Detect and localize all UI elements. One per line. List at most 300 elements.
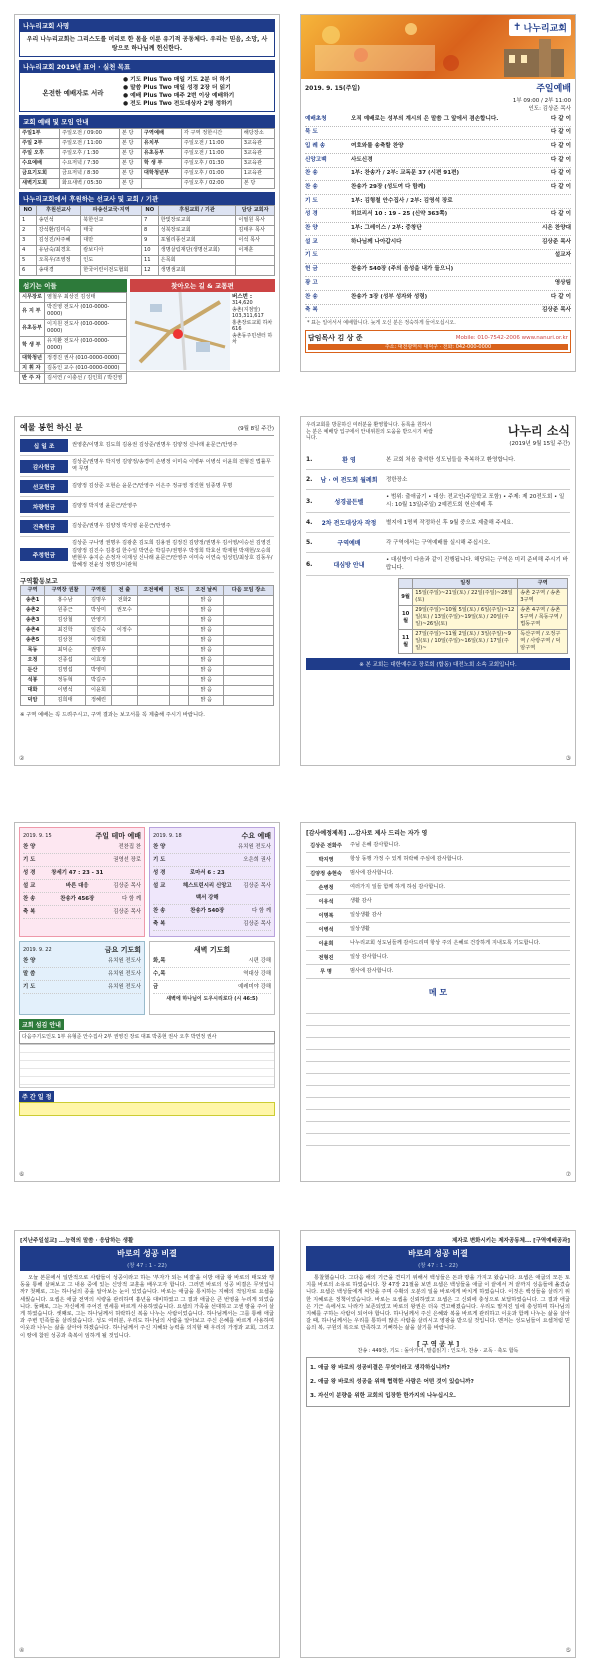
district-cell — [224, 696, 274, 706]
dawn-rows — [153, 968, 271, 981]
vision-text: 우리 나누리교회는 그리스도를 머리로 한 몸을 이룬 유기적 공동체다. 우리는 믿음, 소망, 사랑으로 하나님께 헌신한다. — [19, 32, 275, 57]
sermon-tag: [지난주일설교] ...능력의 말씀 · 응답하는 생활 — [20, 1238, 134, 1244]
staff-map-area — [19, 279, 275, 384]
order-row — [305, 209, 571, 223]
news-number: 6. — [306, 560, 313, 568]
thanks-name: 이윤희 — [318, 941, 334, 947]
page-number: ⑦ — [565, 1171, 571, 1178]
district-cell — [137, 626, 169, 636]
offering-type: 십 일 조 — [20, 439, 68, 452]
district-row — [21, 676, 274, 686]
news-item — [306, 470, 570, 490]
worship-cell: 주일1부 — [20, 129, 60, 139]
mission-cell: 이석 목사 — [236, 236, 275, 246]
worship-cell: 주일오전 / 11:00 — [59, 139, 119, 149]
offering-row — [20, 456, 274, 477]
discuss-title: [ 구 역 공 부 ] — [416, 1339, 460, 1348]
visit-cell: 15일(주일)~21일(토) / 22일(주일)~28일(토) — [413, 589, 518, 606]
wed-rows-cell: 찬송가 540장 — [190, 908, 225, 914]
district-cell: 오정 — [21, 656, 45, 666]
worship-cell: 3교육관 — [241, 149, 274, 159]
wed-rows — [153, 880, 271, 905]
mission-header-cell: 담당 교회자 — [236, 206, 275, 216]
mission-cell — [236, 256, 275, 266]
news-number: 2. — [306, 476, 313, 483]
sunday-order — [23, 841, 141, 919]
worship-row — [20, 169, 275, 179]
thanks-name: 무 명 — [320, 969, 332, 975]
wed-rows-cell: 김상준 목사 — [243, 883, 271, 889]
district-cell — [170, 636, 189, 646]
district-header-cell: 오전예배 — [137, 586, 169, 596]
order-row — [305, 264, 571, 278]
district-cell — [137, 636, 169, 646]
wed-rows — [153, 867, 271, 880]
sunday-title: 주일 테마 예배 — [95, 832, 141, 840]
district-cell: 송촌1 — [21, 596, 45, 606]
offering-type: 선교헌금 — [20, 480, 68, 493]
thanks-name: 김상준 전화주 — [310, 843, 342, 849]
order-row — [305, 154, 571, 168]
mission-cell: 김태우 목사 — [236, 226, 275, 236]
discuss-note: 찬송 : 449장, 기도 : 돌아가며, 말씀읽기 : 인도자, 찬송 · 교독 · 축도 합독 — [357, 1347, 519, 1354]
worship-row — [20, 179, 275, 189]
worship-row — [20, 129, 275, 139]
district-cell — [224, 646, 274, 656]
thanks-name: 이명복 — [318, 913, 334, 919]
order-item-person: 시온 찬양대 — [542, 225, 571, 232]
staff-table — [19, 292, 127, 384]
bus-line: 송촌(지점앞) — [232, 306, 261, 313]
fri-rows-cell: 기 도 — [23, 984, 36, 990]
worship-cell: 화요새벽 / 05:30 — [59, 179, 119, 189]
news-label: 구역예배 — [337, 540, 361, 547]
worship-cell: 주일오후 / 02:00 — [181, 179, 241, 189]
district-cell — [224, 656, 274, 666]
staff-name: 김서연 / 이충선 / 김인희 / 박진영 — [45, 374, 127, 384]
thanks-row — [306, 867, 570, 881]
bus-line: 616 — [232, 326, 242, 332]
offering-title: 예물 봉헌 하신 분 — [20, 423, 83, 432]
order-item-label: 찬 송 — [305, 293, 318, 300]
sunday-rows — [23, 880, 141, 893]
staff-row — [20, 303, 127, 320]
mission-cell: 1 — [20, 216, 37, 226]
district-cell — [170, 596, 189, 606]
thanks-name: 박지영 — [318, 857, 334, 863]
wed-rows-cell: 오은희 권사 — [243, 857, 271, 863]
order-item-content: 사도신경 — [351, 156, 373, 163]
church-map-image — [130, 292, 230, 370]
order-item-label: 찬 송 — [305, 184, 318, 191]
district-cell — [224, 666, 274, 676]
worship-cell: 본 당 — [119, 139, 141, 149]
visit-cell: 29일(주일)~10월 5일(토) / 6일(주일)~12일(토) / 13일(주일)~19일(토) / 20일(주일)~26일(토) — [413, 606, 518, 630]
mission-cell: 오목우/조영정 — [36, 256, 81, 266]
sunday-rows-cell — [51, 841, 104, 853]
page-number: ⑥ — [19, 1171, 25, 1178]
dawn-rows — [153, 955, 271, 968]
cover-banner — [301, 15, 575, 79]
news-content: 각 구역에서는 구역예배를 실시해 주십시오. — [386, 539, 491, 546]
district-cell — [170, 686, 189, 696]
news-label: 대심방 안내 — [333, 561, 365, 569]
worship-cell: 본 당 — [119, 149, 141, 159]
thanks-row — [306, 839, 570, 853]
district-cell: 맑 음 — [189, 596, 224, 606]
staff-role: 학 생 부 — [20, 337, 45, 354]
district-row — [21, 636, 274, 646]
order-item-content: 1부: 김형철 안수집사 / 2부: 김영석 장로 — [351, 197, 453, 204]
order-item-person: 다 같 이 — [550, 211, 571, 218]
district-cell — [137, 686, 169, 696]
offering-names: 김양정 김상준 오현순 윤문근/안영주 이은주 정규영 정진현 임종명 무명 — [72, 483, 233, 490]
mission-header-cell: 파송선교국·지역 — [81, 206, 142, 216]
district-cell — [111, 686, 137, 696]
thanks-row — [306, 881, 570, 895]
district-cell: 박상미 — [86, 606, 112, 616]
staff-row — [20, 374, 127, 384]
district-cell: 김상철 — [45, 616, 86, 626]
discussion-question: 1. 애굽 왕 바로의 성공비결은 무엇이라고 생각하십니까? — [310, 1365, 450, 1372]
memo-title: 메 모 — [428, 988, 448, 997]
staff-role: 대학청년 — [20, 354, 45, 364]
sunday-rows-cell: 기 도 — [23, 857, 36, 863]
sermon-verse: (창 47 : 1 - 22) — [20, 1261, 274, 1271]
district-cell — [111, 616, 137, 626]
district-cell: 김희태 — [45, 696, 86, 706]
visit-cell: 독산구역 / 오정구역 / 사랑구역 / 덕암구역 — [518, 630, 568, 654]
news-list — [306, 450, 570, 576]
mission-table — [19, 205, 275, 276]
sunday-rows-cell — [104, 867, 142, 879]
worship-cell: 주일오후 / 01:30 — [181, 159, 241, 169]
worship-cell: 주일오후 / 01:00 — [181, 169, 241, 179]
mission-cell: 송대경 — [36, 266, 81, 276]
bus-line: 홍촌장로교회 하차 — [232, 319, 273, 326]
staff-role: 반 주 자 — [20, 374, 45, 384]
order-row — [305, 305, 571, 319]
mission-cell: 3 — [20, 236, 37, 246]
worship-row — [20, 149, 275, 159]
wed-rows-cell: 찬 송 — [153, 908, 166, 914]
sunday-rows-cell: 권영선 장로 — [113, 857, 141, 863]
mission-cell: 강석환/김미숙 — [36, 226, 81, 236]
friday-order — [23, 955, 141, 994]
sunday-rows-cell — [51, 906, 104, 918]
wed-rows-cell — [181, 841, 234, 853]
district-row — [21, 666, 274, 676]
district-cell: 이경희 — [86, 636, 112, 646]
vision-title: 나누리교회 사명 — [19, 19, 275, 32]
goal-title: 나누리교회 2019년 표어 · 실천 목표 — [19, 60, 275, 73]
mission-row — [20, 246, 275, 256]
offering-type: 감사헌금 — [20, 460, 68, 473]
district-cell: 송촌4 — [21, 626, 45, 636]
order-item-label: 헌 금 — [305, 266, 318, 273]
order-row — [305, 168, 571, 182]
worship-cell: 주일오후 / 1:30 — [59, 149, 119, 159]
sunday-rows-cell: 김상준 목사 — [113, 909, 141, 915]
wed-rows-cell: 로마서 6 : 23 — [189, 870, 225, 876]
thanks-title: [감사예정제목] ...감사로 제사 드리는 자가 영 — [306, 830, 428, 837]
thanks-row — [306, 909, 570, 923]
news-content: • 범위: 출애굽기 • 대상: 전교인(주일학교 포함) • 주제: 제 20전도회 • 일시: 10월 13일(주일) 2예전도회 헌신예배 후 — [386, 494, 565, 508]
district-cell: 이병석 — [45, 686, 86, 696]
fri-rows-cell: 유치원 전도사 — [108, 984, 141, 990]
order-item-person: 다 같 이 — [550, 170, 571, 177]
thanks-name: 이유석 — [318, 899, 334, 905]
dawn-rows-cell: 금 — [153, 984, 159, 990]
wednesday-order — [153, 841, 271, 931]
district-cell — [170, 656, 189, 666]
mission-row — [20, 226, 275, 236]
sunday-rows-cell — [51, 854, 104, 866]
page-number: ④ — [19, 1647, 25, 1654]
thanks-text: 범사에 감사합니다. — [350, 968, 394, 974]
sunday-rows-cell: 바른 대응 — [65, 883, 89, 889]
order-item-label: 입 례 송 — [305, 142, 326, 149]
news-item — [306, 490, 570, 513]
worship-cell: 유초등부 — [141, 149, 181, 159]
district-header-cell: 오전 날씨 — [189, 586, 224, 596]
thanks-text: 항상 동행 가정 수 있게 허락해 주심에 감사합니다. — [350, 856, 464, 862]
mission-row — [20, 266, 275, 276]
staff-role: 지 휘 자 — [20, 364, 45, 374]
dawn-note: 새벽에 하나님이 도우시리로다 (시 46:5) — [166, 996, 258, 1002]
order-item-content: 여호와를 송축할 찬양 — [351, 142, 404, 149]
order-item-person: 다 같 이 — [550, 293, 571, 300]
order-item-content: 찬송가 540장 (주의 음성을 내가 들으니) — [351, 266, 454, 273]
news-label: 성경골든벨 — [334, 498, 364, 506]
order-item-content: 찬송가 29장 (성도여 다 함께) — [351, 184, 426, 191]
order-row — [305, 277, 571, 291]
news-content: 별지에 1명씩 작정하신 후 9월 중으로 제출해 주세요. — [386, 519, 514, 526]
district-header-cell: 구역장 권찰 — [45, 586, 86, 596]
dawn-rows — [153, 981, 271, 994]
order-row — [305, 291, 571, 305]
fri-rows-cell — [51, 955, 104, 967]
fri-rows-cell — [51, 981, 104, 993]
order-item-person: 다 같 이 — [550, 184, 571, 191]
sunday-rows — [23, 867, 141, 880]
district-cell — [137, 646, 169, 656]
district-cell: 최덕순 — [45, 646, 86, 656]
wed-rows-cell: 설 교 — [153, 883, 166, 889]
order-row — [305, 127, 571, 141]
wed-rows-cell — [181, 854, 234, 866]
district-cell — [170, 666, 189, 676]
district-row — [21, 686, 274, 696]
worship-cell: 새벽기도회 — [20, 179, 60, 189]
news-item — [306, 450, 570, 470]
worship-cell: 대학청년부 — [141, 169, 181, 179]
district-cell: 박길주 — [86, 676, 112, 686]
mission-header-cell: 후원선교사 — [36, 206, 81, 216]
staff-name: 이지원 전도사 (010-0000-0000) — [45, 320, 127, 337]
staff-row — [20, 337, 127, 354]
district-cell — [111, 656, 137, 666]
district-cell: 맑 음 — [189, 666, 224, 676]
mission-header-cell: NO — [141, 206, 158, 216]
page-2-right — [300, 416, 576, 766]
wed-rows — [153, 841, 271, 854]
staff-name: 김동인 교수 (010-0000-0000) — [45, 364, 127, 374]
order-item-label: 묵 도 — [305, 129, 318, 136]
district-cell: 진종섭 — [45, 656, 86, 666]
visit-schedule-table — [398, 578, 568, 654]
fri-rows — [23, 981, 141, 994]
wed-rows — [153, 854, 271, 867]
news-number: 4. — [306, 519, 313, 526]
district-cell: 맑 음 — [189, 606, 224, 616]
district-cell — [137, 696, 169, 706]
district-header-cell: 전도 — [170, 586, 189, 596]
wed-date: 2019. 9. 18 — [153, 832, 182, 839]
sunday-rows-cell: 성 경 — [23, 870, 36, 876]
visit-header — [399, 579, 568, 589]
sunday-rows-cell: 설 교 — [23, 883, 36, 889]
news-subtitle: (2019년 9월 15일 주간) — [509, 441, 570, 447]
footer-mobile: Mobile: 010-7542-2006 www.nanuri.or.kr — [455, 334, 568, 341]
discussion-question: 3. 자신이 분량을 위한 교회의 입장한 한가지의 나누십시오. — [310, 1393, 457, 1400]
church-name: 나누리교회 — [523, 24, 567, 34]
staff-name: 염철우 최상진 김성태 — [45, 293, 127, 303]
order-item-label: 기 도 — [305, 252, 318, 259]
sunday-rows-cell: 찬 송 — [23, 896, 36, 902]
district-cell — [224, 626, 274, 636]
visit-cell: 9월 — [399, 589, 413, 606]
sunday-rows-cell: 축 복 — [23, 909, 36, 915]
news-item — [306, 513, 570, 533]
order-item-person: 다 같 이 — [550, 142, 571, 149]
worship-cell: 본 당 — [119, 129, 141, 139]
order-of-worship — [301, 112, 575, 319]
lesson-title: 바로의 성공 비결 — [306, 1246, 570, 1261]
dawn-title: 새벽 기도회 — [193, 946, 231, 954]
district-cell: 김상천 — [45, 636, 86, 646]
mission-cell: 7 — [141, 216, 158, 226]
order-item-person: 다 같 이 — [550, 115, 571, 122]
order-note: * 표는 일어서서 예배합니다. 늦게 오신 분은 정숙하게 들어오십시오. — [307, 320, 456, 327]
page-number: ③ — [565, 755, 571, 762]
news-number: 1. — [306, 456, 313, 463]
mission-row — [20, 216, 275, 226]
goal-item: ● 전도 Plus Two 전도대상자 2명 정하기 — [123, 101, 233, 107]
lesson-body: 통찰했습니다. 그다음 해의 기근을 견디기 위해서 백성들은 돈과 땅을 가지고 왔습니다. 요셉은 애굽의 모든 토지를 바로의 소유로 하였습니다. 창 47장 21절을 보면 요셉은 백성들을 애굽 이 끝에서 저 끝까지 성읍들에 옮겼습니다. 요셉은 백성들에게 씨앗을 주며 수확의 오분의 일을 바로에게 바치게 하였습니다. 이것은 백성들을 살리기 위한 지혜로운 정책이었습니다. 바로는 요셉을 신뢰하였고 요셉은 그 신뢰에 충성으로 보답하였습니다. 그 결과 애굽은 기근 속에서도 나라가 보존되었고 바로의 왕권은 더욱 견고해졌습니다. 우리도 맡겨진 일에 충성하며 하나님의 지혜를 구하는 사람이 되어야 합니다. 하나님께서 주신 은혜와 복을 바르게 관리하고 이웃과 함께 나누는 삶을 살아갈 때, 하나님께서는 우리를 통하여 많은 사람을 살리시고 영광을 받으실 것입니다. 멘저는 성도님들이 요셉처럼 믿음의 복, 구원의 복으로 만족하고 기뻐하는 삶을 살기를 바랍니다. — [306, 1275, 570, 1332]
staff-role: 유 지 부 — [20, 303, 45, 320]
staff-role: 시무장로 — [20, 293, 45, 303]
worship-cell: 수요예배 — [20, 159, 60, 169]
offering-names: 권영훈/이명호 김도희 김용권 김상준/권명우 김양정 신나래 윤문근/안영주 — [72, 441, 238, 448]
news-label: 남 · 여 전도회 월례회 — [320, 477, 378, 484]
mission-cell: 9 — [141, 236, 158, 246]
bus-line: 103,311,617 — [232, 313, 264, 319]
mission-cell: 이필원 목사 — [236, 216, 275, 226]
worship-cell: 본 당 — [119, 159, 141, 169]
wed-title: 수요 예배 — [241, 832, 271, 840]
offering-row — [20, 477, 274, 497]
visit-cell: 10월 — [399, 606, 413, 630]
fri-rows-cell: 말 씀 — [23, 971, 36, 977]
offering-names: 김상준/권명우 박지영 김양정/송경미 손병정 이미숙 이병두 이병석 이윤희 전형진 법률무역 무명 — [72, 459, 271, 473]
district-row — [21, 696, 274, 706]
dawn-rows-cell: 시편 강해 — [248, 958, 271, 964]
district-cell: 목동 — [21, 646, 45, 656]
page-3-left — [14, 822, 280, 1182]
news-content: 정한장소 — [386, 476, 408, 483]
page-number: ⑤ — [565, 1647, 571, 1654]
wed-rows-cell — [181, 918, 234, 930]
mission-cell: 이재훈 — [236, 246, 275, 256]
order-row — [305, 113, 571, 127]
mission-cell: 유남숙/최경호 — [36, 246, 81, 256]
goal-box — [19, 73, 275, 112]
mission-row — [20, 256, 275, 266]
mission-cell: 2 — [20, 226, 37, 236]
offering-row — [20, 436, 274, 456]
thanks-name: 손병정 — [318, 885, 334, 891]
district-cell — [224, 636, 274, 646]
goal-item: ● 기도 Plus Two 매일 기도 2분 더 하기 — [123, 77, 231, 83]
dawn-order — [153, 955, 271, 994]
wed-rows-cell: 김상준 목사 — [243, 921, 271, 927]
page-number: ② — [19, 755, 25, 762]
mission-cell: 12 — [141, 266, 158, 276]
sunday-rows-cell: 창세기 47 : 23 - 31 — [51, 870, 104, 876]
worship-cell: 주일 2부 — [20, 139, 60, 149]
order-item-person: 설교자 — [554, 252, 571, 259]
mission-row — [20, 236, 275, 246]
wed-rows-cell: 찬 양 — [153, 844, 166, 850]
wed-rows-cell: 헤스트린시리 신앙고백서 강해 — [182, 883, 232, 901]
visit-row — [399, 630, 568, 654]
news-content: • 대심방이 다음과 같이 진행됩니다. 해당되는 구역은 미리 준비해 주시기 바랍니다. — [386, 557, 568, 571]
mission-cell: 은목회 — [158, 256, 236, 266]
discussion-question: 2. 애굽 왕 바로의 성공을 위해 협력한 사람은 어떤 것이 있습니까? — [310, 1379, 474, 1386]
fri-rows-cell — [51, 968, 104, 980]
offering-names: 김상준 구나영 권명우 김광훈 김도희 김용권 김정진 김양정/권명우 김서영/이승선 김영진 김양정 김진수 김흥섭 한수일 박연순 박길주/권명우 박정희 박효선 박재현 박재헌/오승희 변현우 송지순 손정자 이재성 신나래 윤문근/안영주 이미숙 이연숙 임성민/최상호 김동우/함혜정 전윤성 정명진/이관혁 — [72, 540, 273, 569]
district-cell — [224, 616, 274, 626]
news-number: 3. — [306, 497, 313, 505]
wed-rows-cell: 성 경 — [153, 870, 166, 876]
sunday-rows-cell: 전찬집 찬 — [118, 844, 141, 850]
news-item — [306, 553, 570, 576]
district-cell — [170, 606, 189, 616]
district-cell: 임진숙 — [86, 626, 112, 636]
sunday-rows — [23, 841, 141, 854]
worship-title: 교회 예배 및 모임 안내 — [19, 115, 275, 128]
mission-cell: 인도 — [81, 256, 142, 266]
district-cell: 송촌2 — [21, 606, 45, 616]
page-2-left — [14, 416, 280, 766]
staff-name: 유지환 전도사 (010-0000-0000) — [45, 337, 127, 354]
thanks-row — [306, 965, 570, 979]
sunday-rows — [23, 906, 141, 919]
mission-header — [20, 206, 275, 216]
district-cell — [170, 646, 189, 656]
offering-list — [20, 436, 274, 573]
worship-table — [19, 128, 275, 189]
worship-cell: 해당장소 — [241, 129, 274, 139]
worship-cell: 금요저녁 / 8:30 — [59, 169, 119, 179]
district-note: ※ 구역 예배는 꼭 드려주시고, 구역 결과는 보고서를 꼭 제출해 주시기 바랍니다. — [20, 712, 205, 719]
service-guide-title: 교회 섬김 안내 — [19, 1019, 64, 1030]
district-row — [21, 616, 274, 626]
mission-cell: 성북장로교회 — [158, 226, 236, 236]
staff-role: 유초등부 — [20, 320, 45, 337]
worship-cell: 유치부 — [141, 139, 181, 149]
